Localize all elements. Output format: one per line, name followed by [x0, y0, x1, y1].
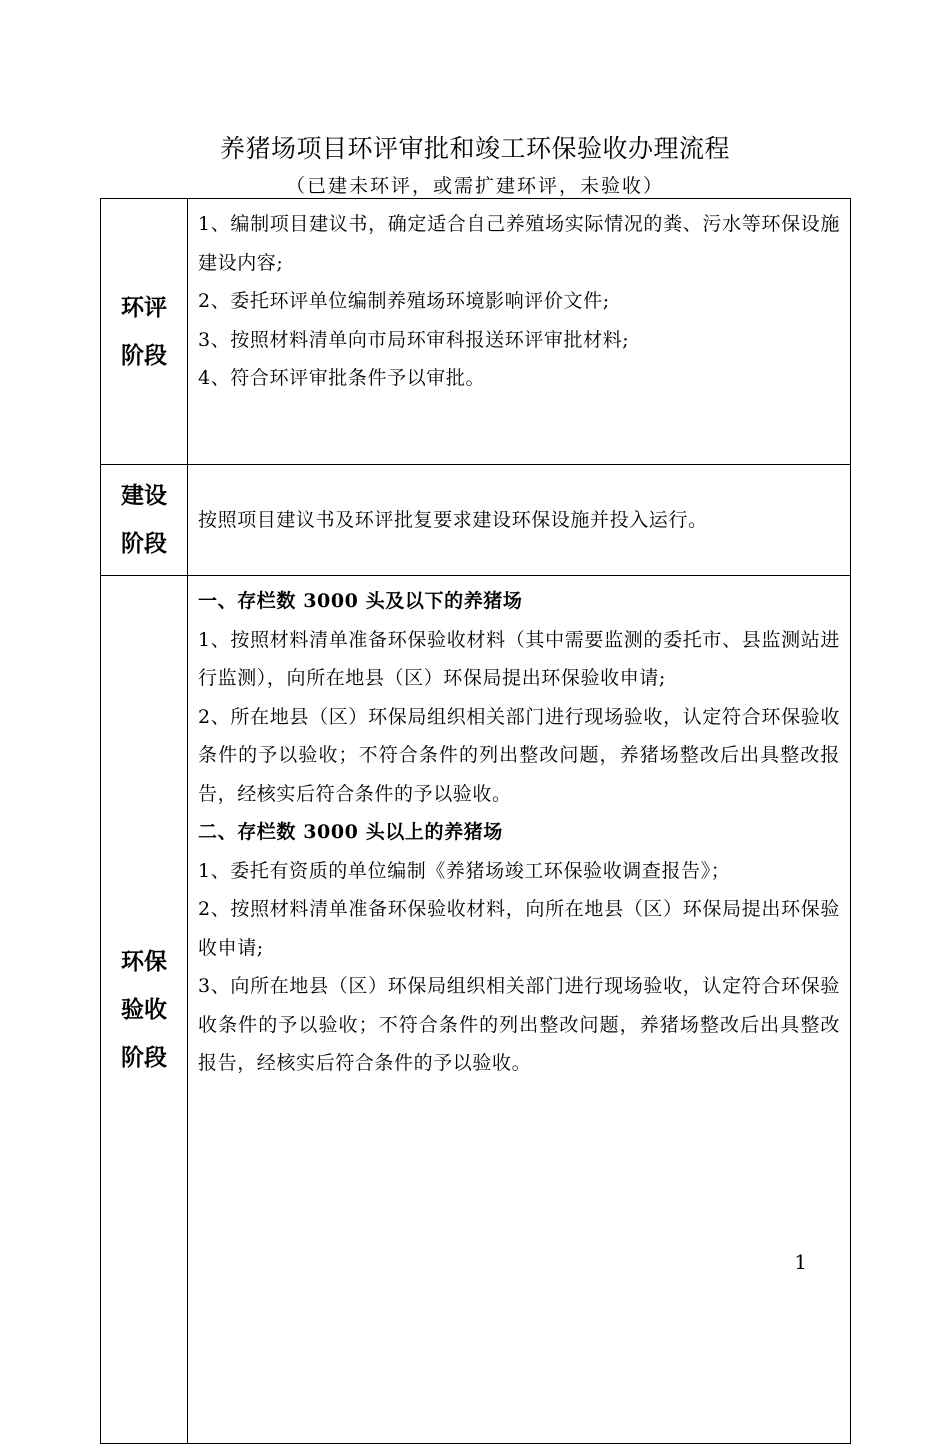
stage-label-line: 环保	[121, 947, 167, 975]
stage-content-acceptance	[188, 576, 851, 1444]
stage-content-eia	[188, 199, 851, 465]
step-paragraph: 4、符合环评审批条件予以审批。	[198, 367, 486, 389]
section-heading: 一、存栏数 3000 头及以下的养猪场	[198, 590, 523, 612]
page-number: 1	[794, 1250, 807, 1274]
step-paragraph: 3、按照材料清单向市局环审科报送环评审批材料;	[198, 328, 630, 351]
stage-label-line: 环评	[121, 293, 167, 321]
step-paragraph: 2、所在地县（区）环保局组织相关部门进行现场验收，认定符合环保验收条件的予以验收；不符合条件的列出整改问题，养猪场整改后出具整改报告，经核实后符合条件的予以验收。	[198, 705, 840, 805]
stage-label-eia	[101, 199, 188, 465]
stage-label-line: 验收	[121, 995, 167, 1023]
stage-label-line: 阶段	[121, 1043, 167, 1071]
stage-label-line: 阶段	[121, 530, 167, 557]
table-row-eia-stage	[101, 199, 851, 465]
step-paragraph: 2、委托环评单位编制养殖场环境影响评价文件;	[198, 290, 610, 312]
process-table	[100, 198, 851, 1444]
stage-label-acceptance	[101, 576, 188, 1444]
step-paragraph: 2、按照材料清单准备环保验收材料，向所在地县（区）环保局提出环保验收申请;	[198, 898, 840, 959]
table-row-construction-stage	[101, 465, 851, 576]
document-title: 养猪场项目环评审批和竣工环保验收办理流程	[219, 134, 730, 163]
table-row-acceptance-stage	[101, 576, 851, 1444]
stage-label-line: 阶段	[121, 341, 167, 369]
stage-content-construction	[188, 465, 851, 576]
document-subtitle: （已建未环评，或需扩建环评，未验收）	[285, 175, 664, 197]
section-heading: 二、存栏数 3000 头以上的养猪场	[198, 821, 503, 843]
step-paragraph: 按照项目建议书及环评批复要求建设环保设施并投入运行。	[198, 508, 708, 531]
step-paragraph: 1、委托有资质的单位编制《养猪场竣工环保验收调查报告》；	[198, 859, 731, 882]
stage-label-line: 建设	[121, 482, 167, 509]
step-paragraph: 1、按照材料清单准备环保验收材料（其中需要监测的委托市、县监测站进行监测），向所在地县（区）环保局提出环保验收申请;	[198, 628, 840, 689]
stage-label-construction	[101, 465, 188, 576]
step-paragraph: 1、编制项目建议书，确定适合自己养殖场实际情况的粪、污水等环保设施建设内容;	[198, 213, 840, 274]
step-paragraph: 3、向所在地县（区）环保局组织相关部门进行现场验收，认定符合环保验收条件的予以验收；不符合条件的列出整改问题，养猪场整改后出具整改报告，经核实后符合条件的予以验收。	[198, 975, 840, 1074]
